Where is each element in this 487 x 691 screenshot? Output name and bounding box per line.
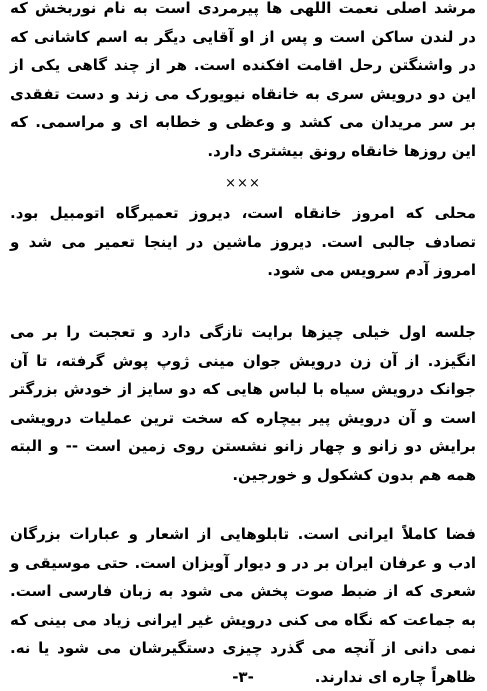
section-separator: ××× (225, 176, 261, 191)
page-number: -۳- (232, 668, 254, 686)
paragraph-3: جلسه اول خیلی چیزها برایت تازگی دارد و تعجبت را بر می انگیزد. از آن زن درویش جوان مینی ژوپ پوش گرفته، تا آن جوانک درویش سیاه با لباس هایی که دو سایز از خودش بزرگتر است و آن درویش پیر بیچاره که سخت ترین عملیات درویشی برایش دو زانو و چهار زانو نشستن روی زمین است -- و البته همه هم بدون کشکول و خورجین. (10, 323, 476, 484)
document-page (10, 0, 476, 690)
paragraph-4: فضا کاملاً ایرانی است. تابلوهایی از اشعار و عبارات بزرگان ادب و عرفان ایران بر در و دیوار آویزان است. حتی موسیقی و شعری که از ضبط صوت پخش می شود به زبان فارسی است. به جماعت که نگاه می کنی درویش غیر ایرانی زیاد می بینی که نمی دانی از آنچه می گذرد چیزی دستگیرشان می شود یا نه. ظاهراً چاره ای ندارند. (10, 525, 476, 686)
paragraph-1: مرشد اصلی نعمت اللهی ها پیرمردی است به نام نوربخش که در لندن ساکن است و پس از او آقایی دیگر به اسم کاشانی که در واشنگتن رحل اقامت افکنده است. هر از چند گاهی یکی از این دو درویش سری به خانقاه نیویورک می زند و دست تفقدی بر سر مریدان می کشد و وعظی و خطابه ای و مراسمی. که این روزها خانقاه رونق بیشتری دارد. (10, 0, 476, 160)
paragraph-2: محلی که امروز خانقاه است، دیروز تعمیرگاه اتومبیل بود. تصادف جالبی است. دیروز ماشین در اینجا تعمیر می شد و امروز آدم سرویس می شود. (10, 204, 476, 279)
